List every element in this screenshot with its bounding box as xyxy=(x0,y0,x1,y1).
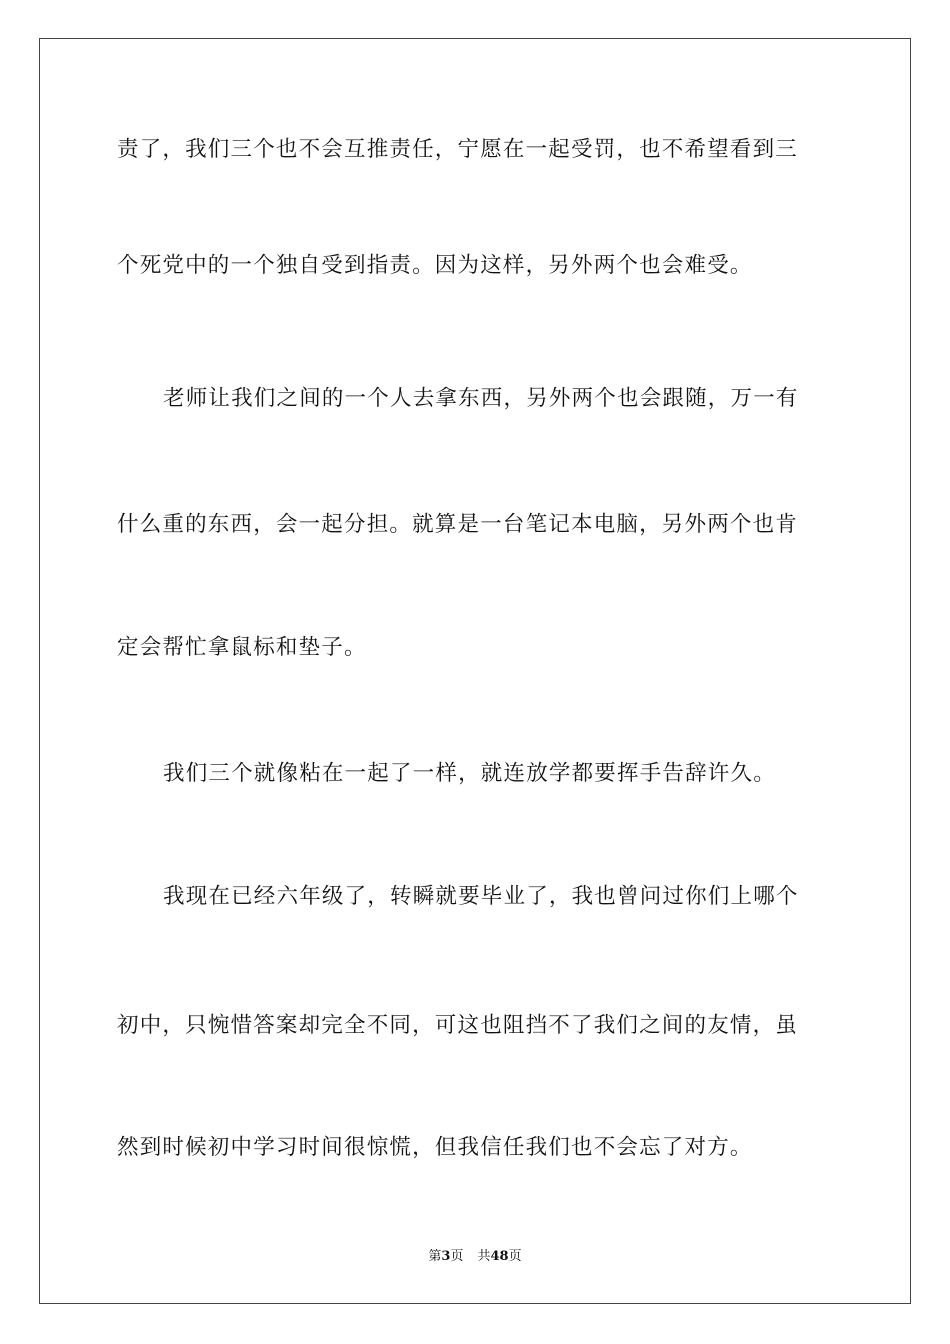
page-label-suffix: 页 xyxy=(450,1249,464,1264)
total-label-prefix: 共 xyxy=(477,1249,491,1264)
text-line-4: 什么重的东西，会一起分担。就算是一台笔记本电脑，另外两个也肯 xyxy=(117,512,799,537)
text-line-5: 定会帮忙拿鼠标和垫子。 xyxy=(117,635,367,660)
text-line-9: 然到时候初中学习时间很惊慌，但我信任我们也不会忘了对方。 xyxy=(117,1135,753,1160)
page-border xyxy=(39,38,911,1304)
text-line-8: 初中，只惋惜答案却完全不同，可这也阻挡不了我们之间的友情，虽 xyxy=(117,1013,799,1038)
page-footer xyxy=(0,1248,950,1266)
text-line-3: 老师让我们之间的一个人去拿东西，另外两个也会跟随，万一有 xyxy=(163,386,799,411)
total-pages: 48 xyxy=(490,1249,509,1264)
text-line-6: 我们三个就像粘在一起了一样，就连放学都要挥手告辞许久。 xyxy=(163,761,776,786)
text-line-7: 我现在已经六年级了，转瞬就要毕业了，我也曾问过你们上哪个 xyxy=(163,884,799,909)
text-line-2: 个死党中的一个独自受到指责。因为这样，另外两个也会难受。 xyxy=(117,253,753,278)
text-line-1: 责了，我们三个也不会互推责任，宁愿在一起受罚，也不希望看到三 xyxy=(117,137,799,162)
total-label-suffix: 页 xyxy=(508,1249,522,1264)
page-label-prefix: 第 xyxy=(428,1249,442,1264)
page-number: 3 xyxy=(441,1249,451,1264)
